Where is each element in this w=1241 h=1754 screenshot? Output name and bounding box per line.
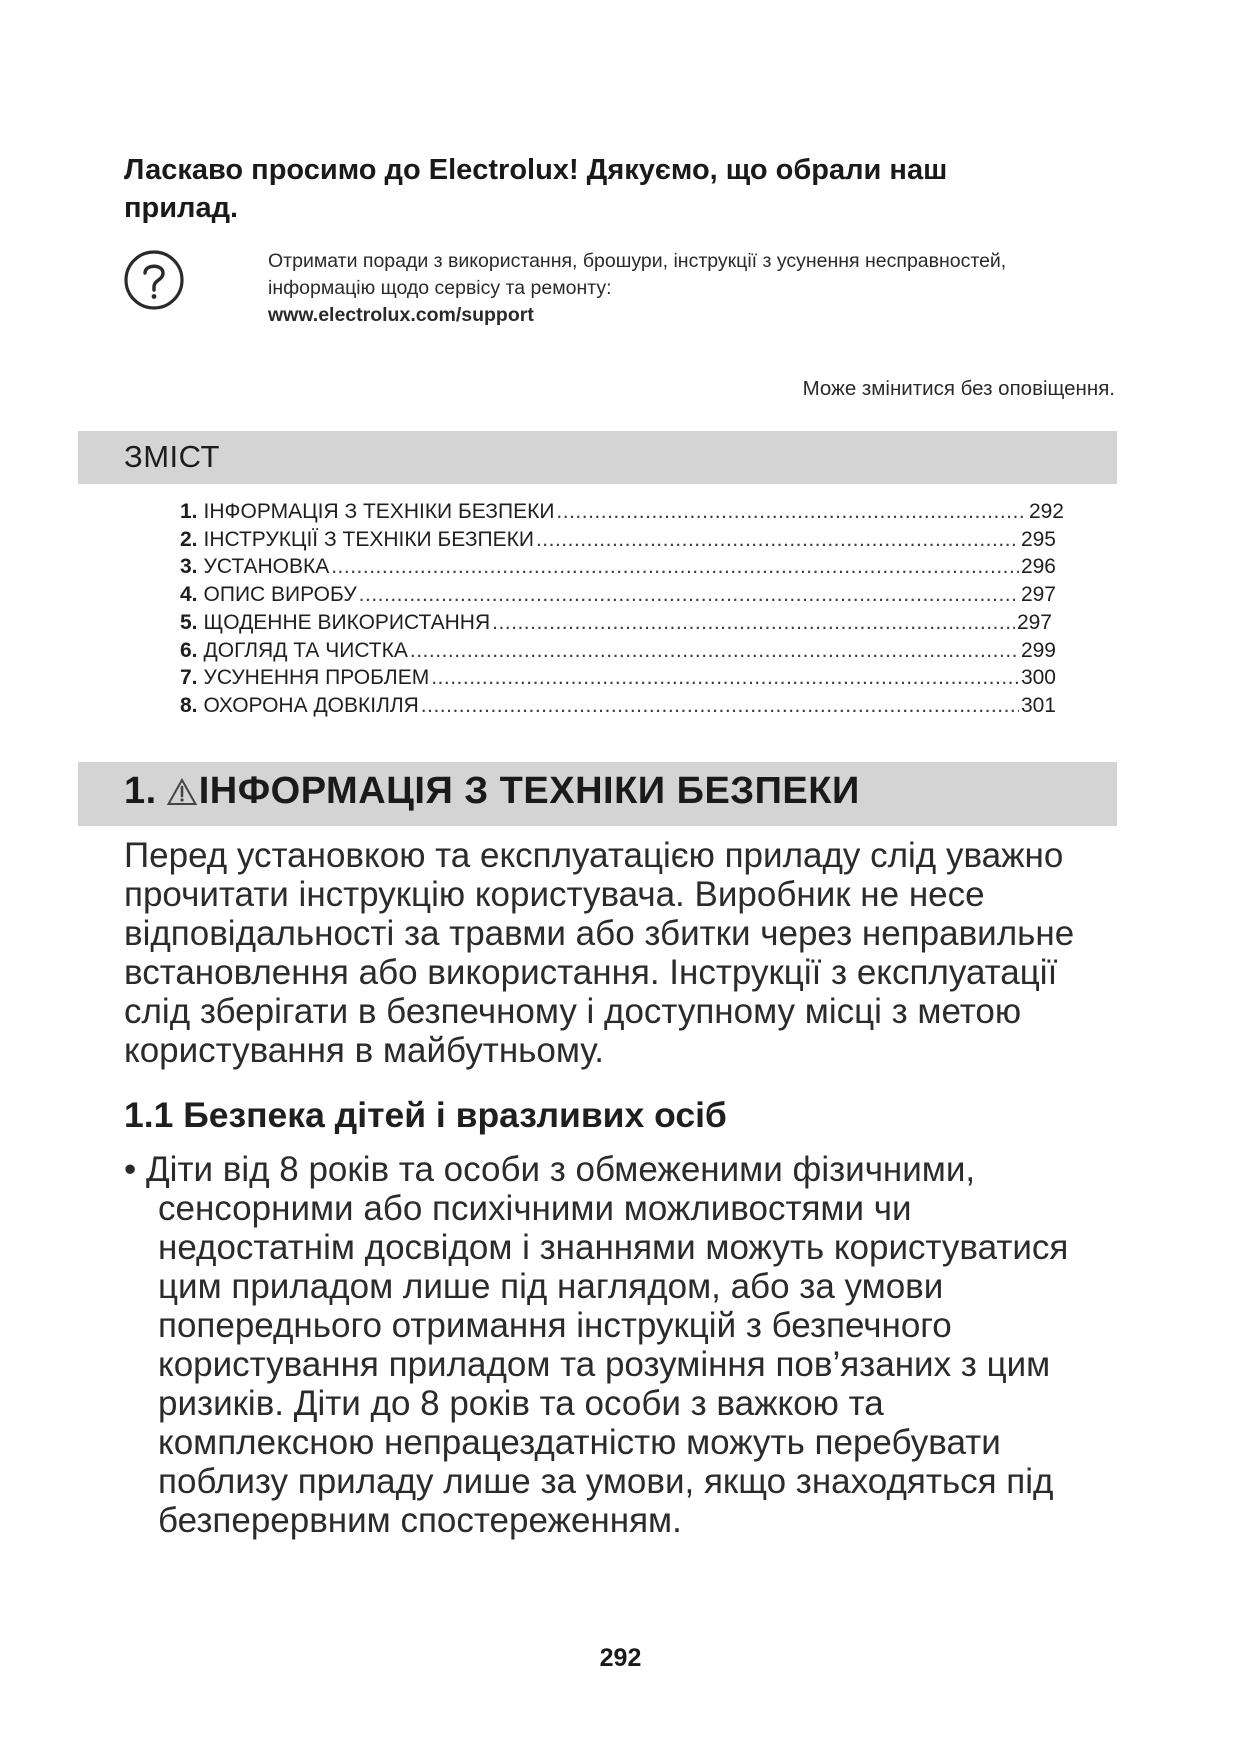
intro-line: Перед установкою та експлуатацією приладу слід уважно xyxy=(124,836,1064,875)
welcome-heading: Ласкаво просимо до Electrolux! Дякуємо, що обрали наш прилад. xyxy=(124,154,948,224)
toc-item-label: ОПИС ВИРОБУ xyxy=(203,583,357,607)
table-of-contents xyxy=(180,498,1070,720)
toc-leader xyxy=(556,498,1027,526)
bullet-line: ризиків. Діти до 8 років та особи з важкою та xyxy=(158,1384,884,1423)
toc-item-page: 299 xyxy=(1020,638,1056,662)
bullet-line: цим приладом лише під наглядом, або за умови xyxy=(158,1267,944,1306)
change-notice: Може змінитися без оповіщення. xyxy=(802,377,1115,400)
section-title-text: ІНФОРМАЦІЯ З ТЕХНІКИ БЕЗПЕКИ xyxy=(198,770,860,812)
toc-item-number: 1. xyxy=(180,500,198,523)
question-icon xyxy=(123,249,185,311)
bullet-line: попереднього отримання інструкцій з безпечного xyxy=(158,1306,952,1345)
bullet-line: користування приладом та розуміння пов’язаних з цим xyxy=(158,1345,1051,1384)
toc-item-label: УСУНЕННЯ ПРОБЛЕМ xyxy=(203,666,430,690)
toc-leader xyxy=(410,637,1019,665)
toc-item-number: 6. xyxy=(180,638,198,662)
toc-item-number: 4. xyxy=(180,583,198,607)
support-link[interactable]: www.electrolux.com/support xyxy=(268,304,534,326)
toc-item-label: ДОГЛЯД ТА ЧИСТКА xyxy=(203,638,408,662)
toc-item-page: 297 xyxy=(1020,583,1056,607)
toc-item-number: 5. xyxy=(180,610,198,634)
intro-line: встановлення або використання. Інструкції з експлуатації xyxy=(124,953,1058,992)
toc-item-page: 301 xyxy=(1020,693,1056,717)
toc-leader xyxy=(431,664,1019,692)
subsection-title: 1.1 Безпека дітей і вразливих осіб xyxy=(124,1095,727,1135)
intro-paragraph xyxy=(124,836,1124,1070)
toc-item-number: 7. xyxy=(180,666,198,690)
warning-icon xyxy=(167,778,197,806)
toc-item-page: 295 xyxy=(1020,527,1056,551)
toc-item-number: 2. xyxy=(180,527,198,551)
toc-header-bar xyxy=(78,431,1117,484)
bullet-line: сенсорними або психічними можливостями чи xyxy=(158,1189,912,1228)
intro-line: слід зберігати в безпечному і доступному місці з метою xyxy=(124,992,1022,1031)
bullet-line: безперервним спостереженням. xyxy=(158,1501,682,1540)
bullet-line: • Діти від 8 років та особи з обмеженими фізичними, xyxy=(124,1150,976,1189)
toc-item-page: 296 xyxy=(1020,555,1056,579)
toc-item-page: 297 xyxy=(1016,610,1052,634)
toc-item-label: УСТАНОВКА xyxy=(203,555,330,579)
toc-item-label: ЩОДЕННЕ ВИКОРИСТАННЯ xyxy=(203,610,491,634)
section-number: 1. xyxy=(124,770,157,812)
intro-line: користування в майбутньому. xyxy=(124,1031,605,1070)
bullet-item xyxy=(124,1150,1144,1540)
support-line: інформацію щодо сервісу та ремонту: xyxy=(268,277,612,299)
toc-item-label: ІНФОРМАЦІЯ З ТЕХНІКИ БЕЗПЕКИ xyxy=(203,500,555,523)
toc-item[interactable] xyxy=(180,581,1056,609)
bullet-line: поблизу приладу лише за умови, якщо знаходяться під xyxy=(158,1462,1054,1501)
intro-line: відповідальності за травми або збитки через неправильне xyxy=(124,914,1075,953)
section-title xyxy=(124,770,860,813)
toc-leader xyxy=(492,609,1015,637)
toc-item[interactable] xyxy=(180,526,1056,554)
toc-title: ЗМІСТ xyxy=(124,439,220,474)
toc-item-number: 3. xyxy=(180,555,198,579)
bullet-line: комплексною непрацездатністю можуть перебувати xyxy=(158,1423,1001,1462)
toc-item-label: ІНСТРУКЦІЇ З ТЕХНІКИ БЕЗПЕКИ xyxy=(203,527,534,551)
toc-item[interactable] xyxy=(180,692,1056,720)
toc-item-label: ОХОРОНА ДОВКІЛЛЯ xyxy=(203,693,419,717)
toc-leader xyxy=(359,581,1019,609)
support-info xyxy=(268,248,1148,329)
toc-item-page: 292 xyxy=(1028,500,1064,523)
toc-item[interactable] xyxy=(180,498,1064,526)
toc-item[interactable] xyxy=(180,553,1056,581)
intro-line: прочитати інструкцію користувача. Виробник не несе xyxy=(124,875,985,914)
toc-item[interactable] xyxy=(180,664,1056,692)
toc-leader xyxy=(536,526,1019,554)
toc-leader xyxy=(421,692,1019,720)
support-line: Отримати поради з використання, брошури, інструкції з усунення несправностей, xyxy=(268,250,1007,272)
toc-item[interactable] xyxy=(180,609,1052,637)
toc-item[interactable] xyxy=(180,637,1056,665)
bullet-line: недостатнім досвідом і знаннями можуть користуватися xyxy=(158,1228,1069,1267)
toc-item-number: 8. xyxy=(180,693,198,717)
toc-item-page: 300 xyxy=(1020,666,1056,690)
toc-leader xyxy=(331,553,1019,581)
page-number: 292 xyxy=(599,1644,642,1672)
